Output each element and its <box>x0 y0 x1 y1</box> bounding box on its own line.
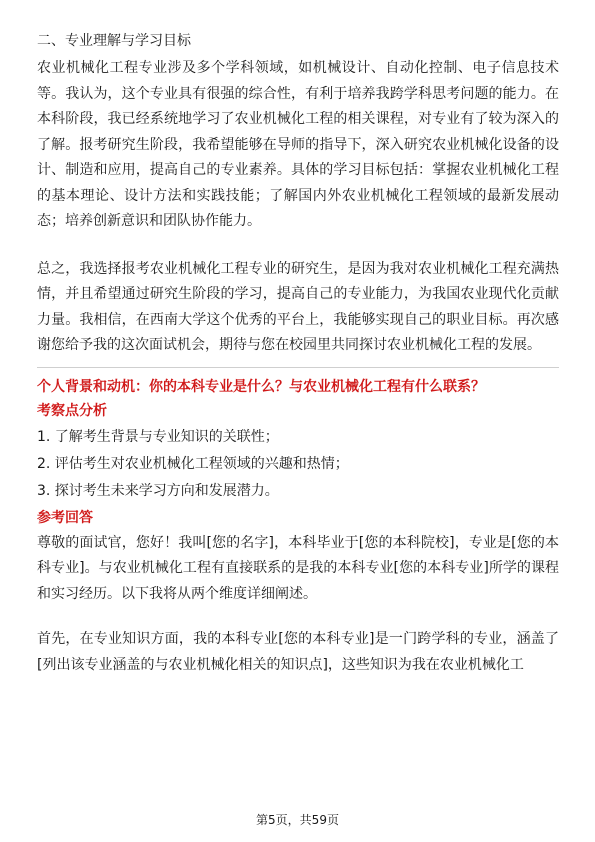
section-heading: 二、专业理解与学习目标 <box>37 33 191 49</box>
analysis-item: 1. 了解考生背景与专业知识的关联性； <box>37 428 279 445</box>
analysis-item: 3. 探讨考生未来学习方向和发展潜力。 <box>37 482 279 499</box>
document-page <box>37 30 559 678</box>
answer-paragraph-1: 尊敬的面试官，您好！我叫[您的名字]，本科毕业于[您的本科院校]，专业是[您的本科专业]。与农业机械化工程有直接联系的是我的本科专业[您的本科专业]所学的课程和实习经历。以下我将从两个维度详细阐述。 <box>37 534 559 602</box>
analysis-item: 2. 评估考生对农业机械化工程领域的兴趣和热情； <box>37 455 349 472</box>
section-paragraph-1: 农业机械化工程专业涉及多个学科领域，如机械设计、自动化控制、电子信息技术等。我认为，这个专业具有很强的综合性，有利于培养我跨学科思考问题的能力。在本科阶段，我已经系统地学习了农业机械化工程的相关课程，对专业有了较为深入的了解。报考研究生阶段，我希望能够在导师的指导下，深入研究农业机械化设备的设计、制造和应用，提高自己的专业素养。具体的学习目标包括：掌握农业机械化工程的基本理论、设计方法和实践技能；了解国内外农业机械化工程领域的最新发展动态；培养创新意识和团队协作能力。 <box>37 60 559 229</box>
page-number: 第5页，共59页 <box>256 813 339 827</box>
spacer <box>37 235 559 257</box>
analysis-list <box>37 424 559 505</box>
question-title: 个人背景和动机：你的本科专业是什么？与农业机械化工程有什么联系？ <box>37 378 485 395</box>
spacer <box>37 607 559 627</box>
analysis-label: 考察点分析 <box>37 402 107 419</box>
section-paragraph-2: 总之，我选择报考农业机械化工程专业的研究生，是因为我对农业机械化工程充满热情，并且希望通过研究生阶段的学习，提高自己的专业能力，为我国农业现代化贡献力量。我相信，在西南大学这个优秀的平台上，我能够实现自己的职业目标。再次感谢您给予我的这次面试机会，期待与您在校园里共同探讨农业机械化工程的发展。 <box>37 260 559 353</box>
divider <box>37 367 559 368</box>
answer-label: 参考回答 <box>37 509 93 526</box>
answer-paragraph-2: 首先，在专业知识方面，我的本科专业[您的本科专业]是一门跨学科的专业，涵盖了[列出该专业涵盖的与农业机械化相关的知识点]，这些知识为我在农业机械化工 <box>37 631 559 673</box>
